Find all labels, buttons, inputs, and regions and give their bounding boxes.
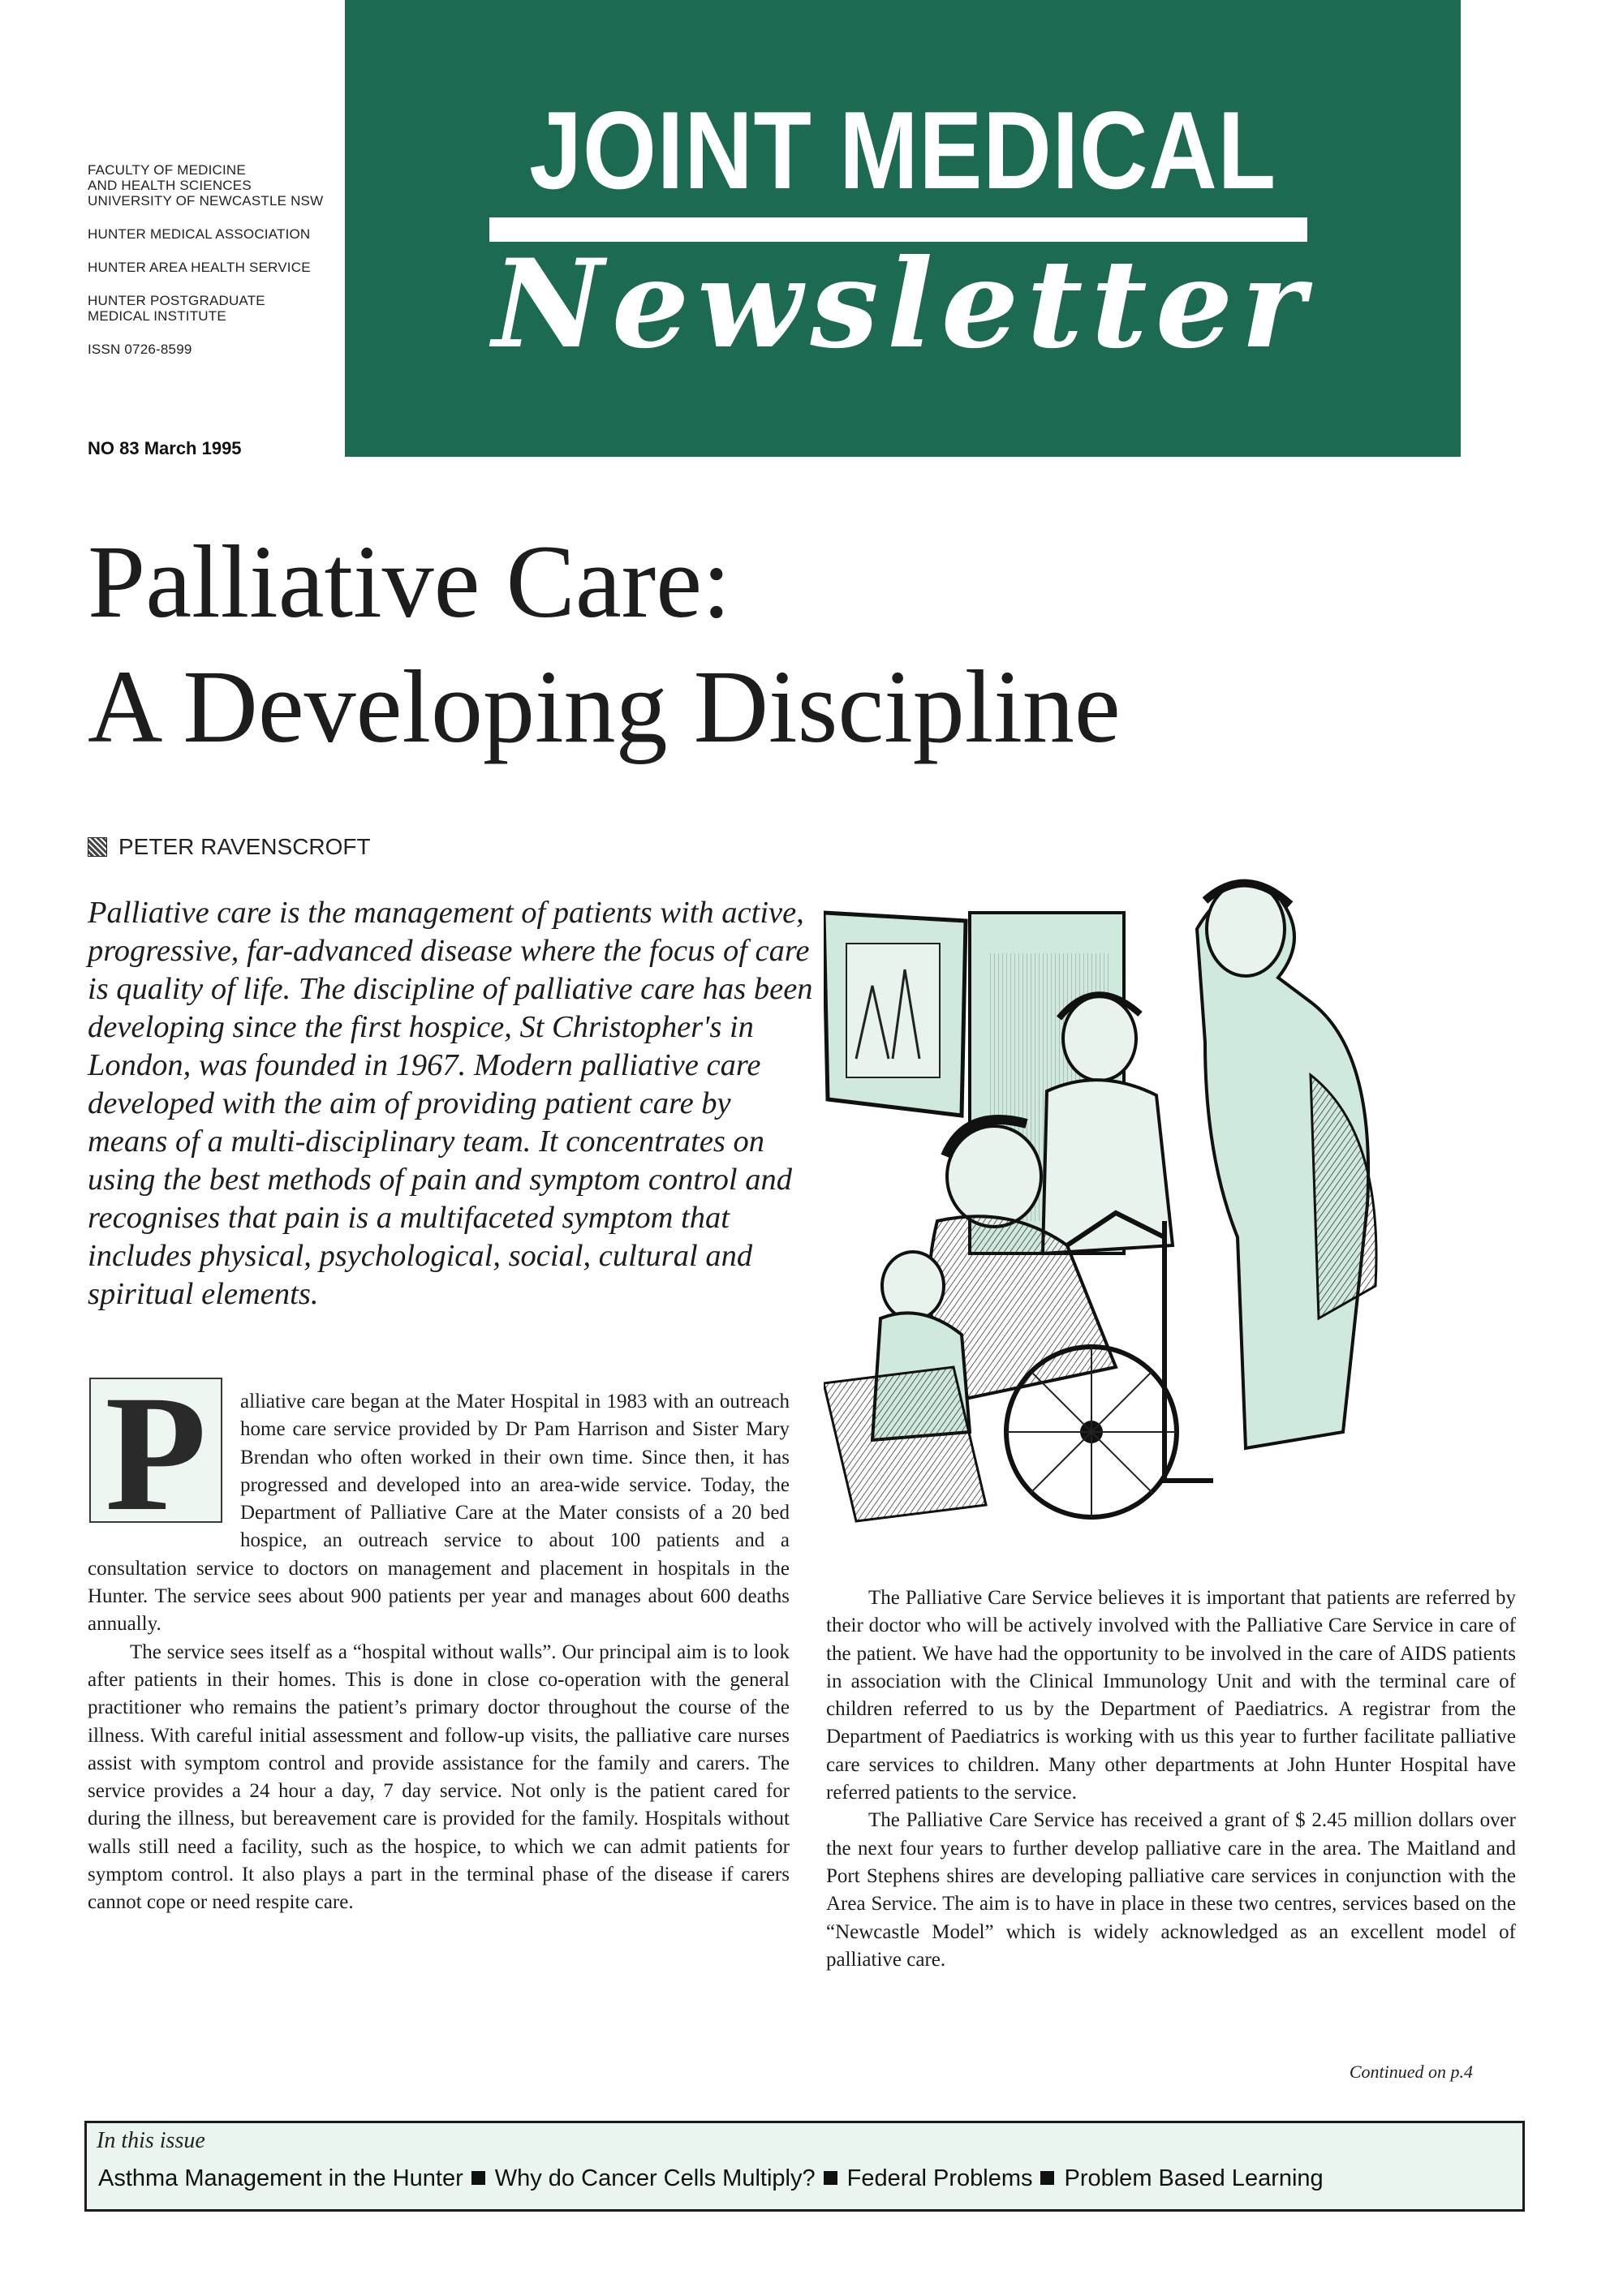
- issue-item-cancer-cells: Why do Cancer Cells Multiply?: [494, 2165, 816, 2191]
- publisher-area-health: HUNTER AREA HEALTH SERVICE: [88, 260, 311, 275]
- issue-number: NO 83 March 1995: [88, 438, 242, 458]
- abstract: Palliative care is the management of patients with active, progressive, far-advanced disease where the focus of care is quality of life. The discipline of palliative care has been developing since the first hospice, St Christopher's in London, was founded in 1967. Modern palliative care developed with the aim of providing patient care by means of a multi-disciplinary team. It concentrates on using the best methods of pain and symptom control and recognises that pain is a multifaceted symptom that includes physical, psychological, social, cultural and spiritual elements.: [88, 896, 813, 1311]
- article-column-left: [88, 1388, 790, 1917]
- square-bullet-icon: [471, 2171, 485, 2185]
- in-this-issue-label: In this issue: [97, 2128, 205, 2153]
- publisher-list: [88, 162, 355, 375]
- article-column-right: [826, 1584, 1516, 1974]
- byline: [88, 834, 371, 860]
- palliative-care-illustration: [824, 864, 1412, 1529]
- body-paragraph-2: The service sees itself as a “hospital without walls”. Our principal aim is to look after patients in their homes. This is done in close co-operation with the general practitioner who remains the patient’s primary doctor throughout the course of the illness. With careful initial assessment and follow-up visits, the palliative care nurses assist with symptom control and provide assistance for the family and carers. The service provides a 24 hour a day, 7 day service. Not only is the patient cared for during the illness, but bereavement care is provided for the family. Hospitals without walls still need a facility, such as the hospice, to which we can admit patients for symptom control. It also plays a part in the terminal phase of the disease if carers cannot cope or need respite care.: [88, 1640, 790, 1914]
- publisher-postgraduate: HUNTER POSTGRADUATE MEDICAL INSTITUTE: [88, 293, 265, 324]
- drop-cap-space: [88, 1388, 240, 1529]
- square-bullet-icon: [824, 2171, 837, 2185]
- issue-item-pbl: Problem Based Learning: [1064, 2165, 1324, 2191]
- author-name: PETER RAVENSCROFT: [118, 834, 371, 859]
- issue-item-federal: Federal Problems: [846, 2165, 1033, 2191]
- square-bullet-icon: [1040, 2171, 1054, 2185]
- masthead-script-logo: Newsletter: [492, 233, 1314, 376]
- continued-note: Continued on p.4: [1349, 2062, 1473, 2082]
- in-this-issue-items: [98, 2165, 1324, 2192]
- drop-cap-letter: P: [105, 1361, 207, 1546]
- body-paragraph-1: alliative care began at the Mater Hospital in 1983 with an outreach home care service provided by Dr Pam Harrison and Sister Mary Brendan who often worked in their own time. Since then, it has progressed and developed into an area-wide service. Today, the Department of Palliative Care at the Mater consists of a 20 bed hospice, an outreach service to about 100 patients and a consultation service to doctors on management and placement in hospitals in the Hunter. The service sees about 900 patients per year and manages about 600 deaths annually.: [88, 1391, 790, 1636]
- issn: ISSN 0726-8599: [88, 342, 192, 357]
- body-paragraph-3: The Palliative Care Service believes it is important that patients are referred by their doctor who will be actively involved with the Palliative Care Service in care of the patient. We have had the opportunity to be involved in the care of AIDS patients in association with the Clinical Immunology Unit and with the terminal care of children referred to us by the Department of Paediatrics. A registrar from the Department of Paediatrics is working with us this year to further facilitate palliative care services to children. Many other departments at John Hunter Hospital have referred patients to the service.: [826, 1587, 1516, 1804]
- publisher-faculty: FACULTY OF MEDICINE AND HEALTH SCIENCES UNIVERSITY OF NEWCASTLE NSW: [88, 162, 324, 209]
- body-paragraph-4: The Palliative Care Service has received a grant of $ 2.45 million dollars over the next four years to further develop palliative care in the area. The Maitland and Port Stephens shires are developing palliative care services in conjunction with the Area Service. The aim is to have in place in these two centres, services based on the “Newcastle Model” which is widely acknowledged as an excellent model of palliative care.: [826, 1809, 1516, 1971]
- headline: [88, 519, 1386, 769]
- byline-square-icon: [88, 837, 107, 857]
- in-this-issue-box: [84, 2121, 1525, 2212]
- masthead: [345, 0, 1461, 457]
- headline-line-1: Palliative Care:: [88, 524, 731, 639]
- issue-item-asthma: Asthma Management in the Hunter: [98, 2165, 463, 2191]
- publisher-hma: HUNTER MEDICAL ASSOCIATION: [88, 226, 311, 242]
- masthead-title: JOINT MEDICAL: [529, 88, 1276, 212]
- headline-line-2: A Developing Discipline: [88, 649, 1121, 764]
